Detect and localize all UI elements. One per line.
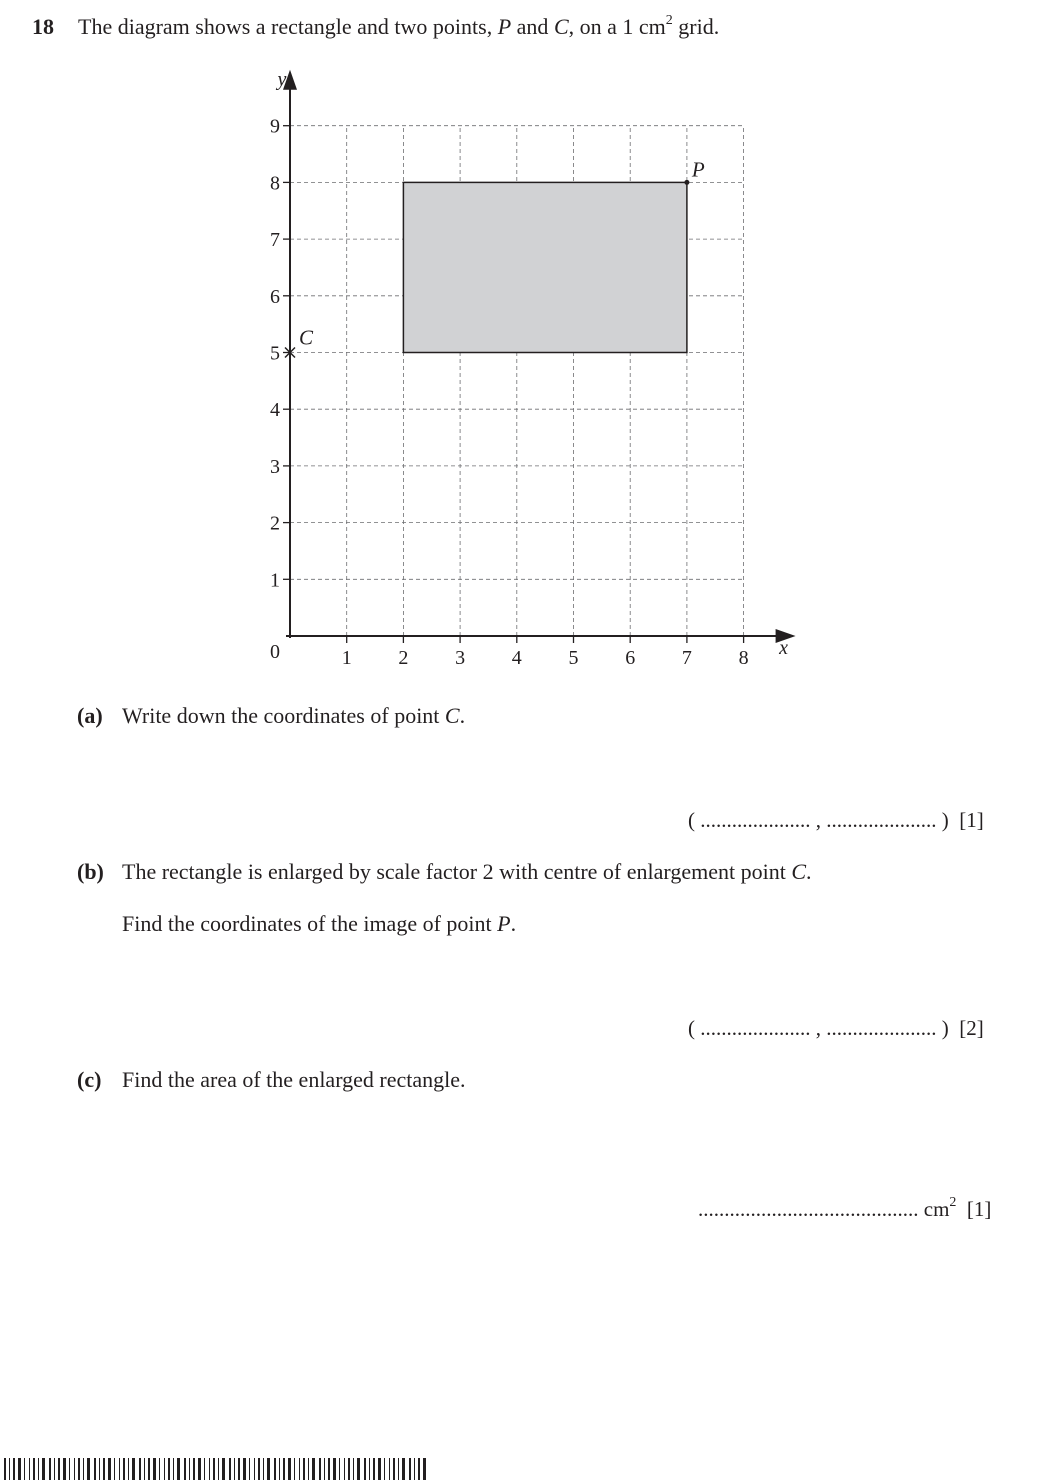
- y-tick-label: 8: [270, 172, 280, 195]
- question-number: 18: [32, 14, 54, 39]
- y-tick-label: 9: [270, 115, 280, 138]
- point-p-label: P: [691, 157, 705, 182]
- x-tick-label: 2: [398, 647, 409, 669]
- part-c-unit-sup: 2: [949, 1195, 957, 1210]
- part-a-marks: [1]: [959, 808, 984, 832]
- intro-grid-text: , on a 1 cm: [568, 14, 666, 39]
- part-b-point1: C: [791, 859, 806, 884]
- point-p-dot: [684, 180, 689, 185]
- barcode: [4, 1458, 434, 1480]
- coordinate-grid-diagram: [240, 60, 800, 690]
- rectangle-shape: [403, 182, 687, 352]
- part-a-answer-dots: ( ..................... , ..................... ): [688, 808, 949, 832]
- intro-point-c: C: [553, 14, 569, 39]
- y-tick-label: 6: [270, 285, 280, 308]
- part-b-answer-space[interactable]: [688, 1016, 984, 1041]
- intro-and: and: [516, 14, 549, 39]
- part-a-answer-space[interactable]: [688, 808, 984, 833]
- x-tick-label: 5: [568, 647, 579, 669]
- x-axis-label: x: [779, 637, 789, 659]
- y-tick-label: 4: [270, 399, 280, 422]
- part-b-question-line2: [122, 911, 516, 937]
- y-tick-label: 5: [270, 342, 280, 365]
- part-b-period2: .: [510, 911, 517, 936]
- y-tick-label: 2: [270, 512, 280, 535]
- part-c-marks: [1]: [966, 1197, 992, 1221]
- part-c-unit: cm: [923, 1197, 950, 1221]
- intro-text: The diagram shows a rectangle and two points,: [78, 14, 493, 39]
- y-tick-label: 1: [270, 569, 280, 592]
- part-a-point: C: [444, 703, 460, 728]
- part-c-answer-space[interactable]: [698, 1197, 991, 1222]
- intro-superscript: 2: [665, 12, 673, 28]
- part-c-text: Find the area of the enlarged rectangle.: [122, 1067, 466, 1092]
- part-b-point2: P: [497, 911, 511, 936]
- part-b-text1: The rectangle is enlarged by scale factor 2 with centre of enlargement point: [122, 859, 786, 884]
- y-axis-label: y: [277, 68, 287, 91]
- part-b-label: (b): [77, 859, 104, 884]
- part-a-label: (a): [77, 703, 103, 728]
- part-c-label: (c): [77, 1067, 102, 1092]
- part-a-period: .: [459, 703, 466, 728]
- question-intro: [78, 14, 719, 40]
- x-tick-label: 7: [681, 647, 692, 669]
- part-b-answer-dots: ( ..................... , ..................... ): [688, 1016, 949, 1040]
- axes: [283, 70, 796, 643]
- intro-end: grid.: [672, 14, 720, 39]
- x-tick-label: 4: [511, 647, 522, 669]
- y-tick-label: 3: [270, 455, 280, 478]
- x-tick-label: 3: [455, 647, 466, 669]
- part-b-marks: [2]: [959, 1016, 984, 1040]
- point-c-label: C: [299, 325, 314, 350]
- x-tick-label: 1: [341, 647, 352, 669]
- part-a-question: [122, 703, 465, 729]
- part-a-text: Write down the coordinates of point: [122, 703, 440, 728]
- part-c-answer-dots: ..........................................: [698, 1197, 919, 1221]
- x-tick-label: 8: [738, 647, 749, 669]
- y-tick-label: 7: [270, 229, 280, 252]
- x-tick-label: 6: [625, 647, 636, 669]
- part-b-question-line1: [122, 859, 812, 885]
- origin-label: 0: [270, 641, 280, 663]
- part-b-period1: .: [806, 859, 812, 884]
- intro-point-p: P: [497, 14, 512, 39]
- part-b-text2: Find the coordinates of the image of point: [122, 911, 492, 936]
